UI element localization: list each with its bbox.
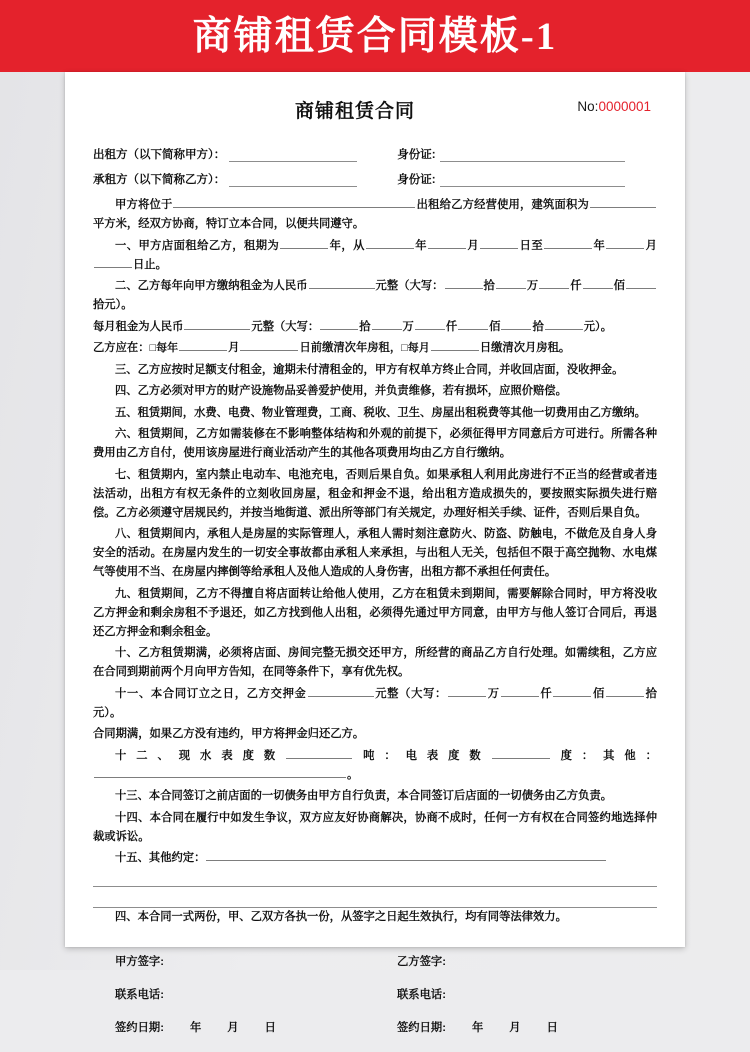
- page-banner: [0, 0, 750, 72]
- lessee-date-year: 年: [471, 1022, 484, 1034]
- clause-11: [93, 685, 657, 723]
- annual-rent-shi-field[interactable]: [626, 277, 656, 289]
- clause-2b-text-e: 仟: [445, 320, 458, 333]
- clause-12-text-c: 度：其他：: [550, 749, 657, 762]
- lessor-phone-label[interactable]: 联系电话:: [115, 989, 164, 1001]
- clause-14: 十四、本合同在履行中如发生争议，双方应友好协商解决，协商不成时，任何一方有权在合同签约地选择仲裁或诉讼。: [93, 811, 657, 843]
- clause-11-text-c: 万: [487, 687, 500, 700]
- clause-13: 十三、本合同签订之前店面的一切债务由甲方自行负责，本合同签订后店面的一切债务由乙方负责。: [115, 790, 613, 802]
- document-header: [93, 96, 657, 136]
- final-clause: 四、本合同一式两份，甲、乙双方各执一份，从签字之日起生效执行，均有同等法律效力。: [115, 911, 567, 923]
- clause-2b-text-a: 每月租金为人民币: [93, 320, 184, 333]
- monthly-rent-yuan-field[interactable]: [545, 318, 583, 330]
- clause-2b-text-c: 拾: [359, 320, 371, 333]
- lessor-label: 出租方（以下简称甲方）：: [93, 149, 226, 161]
- lessor-signature-column: [93, 953, 375, 1052]
- clause-9: 九、租赁期间，乙方不得擅自将店面转让给他人使用，乙方在租赁未到期间，需要解除合同时，甲方将没收乙方押金和剩余房租不予退还，如乙方找到他人出租，必须得先通过甲方同意，由甲方与他人签订合同后，再退还乙方押金和剩余租金。: [93, 587, 657, 638]
- clause-1: [93, 237, 657, 275]
- clause-2-text-f: 佰: [613, 280, 625, 292]
- payment-text-a: 乙方应在：: [93, 342, 150, 354]
- lessee-id-label: 身份证:: [397, 174, 436, 186]
- lessee-date-day: 日: [546, 1022, 558, 1034]
- annual-rent-qian-field[interactable]: [539, 277, 569, 289]
- preamble-text-a: 甲方将位于: [115, 199, 173, 211]
- document-canvas: [0, 72, 750, 1034]
- payment-schedule-line: [93, 339, 657, 358]
- annual-rent-bai-field[interactable]: [583, 277, 613, 289]
- end-day-field[interactable]: [94, 256, 132, 268]
- annual-rent-ten-field[interactable]: [445, 277, 483, 289]
- lease-term-years-field[interactable]: [280, 237, 328, 249]
- clause-1-text-d: 月: [467, 239, 480, 252]
- clause-2-line2: [93, 318, 657, 337]
- other-terms-field-line1[interactable]: [206, 849, 606, 861]
- annual-pay-month-field[interactable]: [179, 339, 227, 351]
- end-year-field[interactable]: [544, 237, 592, 249]
- lessee-label: 承租方（以下简称乙方）：: [93, 174, 226, 186]
- clause-12-text-a: 十二、现水表度数: [115, 749, 286, 762]
- other-terms-field-line2[interactable]: [93, 886, 657, 887]
- electric-meter-field[interactable]: [492, 747, 550, 759]
- clause-7: 七、租赁期内，室内禁止电动车、电池充电，否则后果自负。如果承租人利用此房进行不正当的经营或者违法活动，出租方有权无条件的立刻收回房屋，租金和押金不退，给出租方造成损失的，要按照实际损失进行赔偿。乙方必须遵守居规民约，并按当地街道、派出所等部门有关规定，办理好相关手续、证件，否则后果自负。: [93, 468, 657, 519]
- preamble-text-b: 出租给乙方经营使用，建筑面积为: [416, 199, 589, 211]
- clause-2-text-e: 仟: [570, 280, 582, 292]
- lessor-date-label: 签约日期:: [115, 1022, 164, 1034]
- clause-11-text-f: 拾元）。: [93, 687, 657, 719]
- lessor-name-field[interactable]: [229, 149, 357, 162]
- payment-text-b: 月: [228, 342, 240, 354]
- clause-2b-text-f: 佰: [489, 320, 501, 333]
- annual-payment-checkbox[interactable]: □每年: [149, 342, 179, 354]
- clause-1-text-f: 年: [593, 239, 606, 252]
- lessee-date-label: 签约日期:: [397, 1022, 446, 1034]
- annual-rent-field[interactable]: [309, 277, 375, 289]
- lessee-row: [93, 171, 657, 187]
- clause-1-text-g: 月: [645, 239, 657, 252]
- clause-2: [93, 277, 657, 315]
- clause-10: 十、乙方租赁期满，必须将店面、房间完整无损交还甲方，所经营的商品乙方自行处理。如需续租，乙方应在合同到期前两个月向甲方告知，在同等条件下，享有优先权。: [93, 647, 657, 678]
- contract-number-label: No:: [577, 99, 599, 114]
- lessor-date-year: 年: [189, 1022, 202, 1034]
- other-meter-field[interactable]: [94, 766, 346, 778]
- contract-number: [577, 99, 651, 114]
- lessee-id-field[interactable]: [440, 174, 625, 187]
- banner-title: 商铺租赁合同模板-1: [192, 14, 558, 58]
- signature-block: [93, 953, 657, 1052]
- annual-rent-wan-field[interactable]: [496, 277, 526, 289]
- deposit-bai-field[interactable]: [553, 685, 591, 697]
- deposit-qian-field[interactable]: [501, 685, 539, 697]
- monthly-rent-wan-field[interactable]: [372, 318, 402, 330]
- preamble-text-c: 平方米，: [93, 218, 139, 230]
- clause-11-text-d: 仟: [539, 687, 553, 700]
- contract-number-value: 0000001: [598, 99, 651, 114]
- lessor-date-day: 日: [264, 1022, 276, 1034]
- clause-4: 四、乙方必须对甲方的财产设施物品妥善爱护使用，并负责维修，若有损坏，应照价赔偿。: [115, 385, 567, 397]
- monthly-rent-ten-field[interactable]: [320, 318, 358, 330]
- clause-2b-text-g: 拾: [532, 320, 544, 333]
- clause-1-text-b: 年，从: [329, 239, 365, 252]
- deposit-wan-field[interactable]: [448, 685, 486, 697]
- clause-2-text-g: 拾元）。: [93, 299, 133, 311]
- clause-11-text-e: 佰: [592, 687, 605, 700]
- clause-15: [93, 849, 657, 868]
- clause-8: 八、租赁期间内，承租人是房屋的实际管理人，承租人需时刻注意防火、防盗、防触电，不做危及自身人身安全的活动。在房屋内发生的一切安全事故都由承租人来承担，与出租人无关，包括但不限于高空抛物、水电煤气等使用不当、在房屋内摔倒等给承租人及他人造成的人身伤害，出租方都不承担任何责任。: [93, 528, 657, 578]
- clause-2b-text-d: 万: [402, 320, 414, 333]
- monthly-rent-field[interactable]: [184, 318, 250, 330]
- preamble-paragraph: [93, 196, 657, 234]
- payment-text-d: 日缴清次月房租。: [479, 342, 571, 354]
- end-month-field[interactable]: [606, 237, 644, 249]
- clause-6: 六、租赁期间，乙方如需装修在不影响整体结构和外观的前提下，必须征得甲方同意后方可进行。所需各种费用由乙方自付，使用该房屋进行商业活动产生的其他各项费用均由乙方自行缴纳。: [93, 428, 657, 459]
- lessor-date-row[interactable]: [115, 1019, 375, 1035]
- clause-2-text-d: 万: [526, 280, 539, 292]
- monthly-rent-shi-field[interactable]: [501, 318, 531, 330]
- lessee-signature-column: [375, 953, 657, 1052]
- clause-1-text-a: 一、甲方店面租给乙方，租期为: [115, 239, 280, 252]
- payment-text-c: 日前缴清次年房租，: [299, 342, 402, 354]
- clause-2-text-b: 元整（大写：: [375, 280, 444, 292]
- clause-1-text-c: 年: [414, 239, 427, 252]
- clause-1-text-e: 日至: [519, 239, 544, 252]
- lessee-signature-label[interactable]: 乙方签字:: [397, 956, 446, 968]
- lessor-date-month: 月: [227, 1022, 239, 1034]
- lessor-id-field[interactable]: [440, 149, 625, 162]
- clause-2-text-a: 二、乙方每年向甲方缴纳租金为人民币: [115, 280, 308, 292]
- start-day-field[interactable]: [480, 237, 518, 249]
- lessee-date-month: 月: [509, 1022, 521, 1034]
- property-address-field[interactable]: [173, 196, 415, 208]
- clause-2-text-c: 拾: [483, 280, 495, 292]
- clause-11-text-b: 元整（大写：: [374, 687, 448, 700]
- annual-pay-day-field[interactable]: [240, 339, 298, 351]
- clause-2b-text-b: 元整（大写：: [251, 320, 320, 333]
- clause-15-label: 十五、其他约定：: [115, 852, 206, 864]
- deposit-shi-field[interactable]: [606, 685, 644, 697]
- water-meter-field[interactable]: [286, 747, 352, 759]
- monthly-pay-day-field[interactable]: [431, 339, 479, 351]
- lessee-name-field[interactable]: [229, 174, 357, 187]
- contract-sheet: [65, 72, 685, 1034]
- contract-body: [93, 196, 657, 1052]
- lessee-date-row[interactable]: [397, 1019, 657, 1035]
- lessor-signature-label[interactable]: 甲方签字:: [115, 956, 164, 968]
- clause-12-text-b: 吨：电表度数: [353, 749, 491, 762]
- start-year-field[interactable]: [366, 237, 414, 249]
- preamble-text-line2: 经双方协商，特订立本合同，以便共同遵守。: [138, 218, 365, 230]
- building-area-field[interactable]: [590, 196, 656, 208]
- lessor-row: [93, 146, 657, 162]
- deposit-amount-field[interactable]: [308, 685, 374, 697]
- clause-12: [93, 747, 657, 785]
- clause-3: 三、乙方应按时足额支付租金，逾期未付清租金的，甲方有权单方终止合同，并收回店面，没收押金。: [115, 363, 624, 376]
- lessor-id-label: 身份证:: [397, 149, 436, 161]
- clause-1-text-h: 日止。: [133, 258, 167, 271]
- clause-11-text-a: 十一、本合同订立之日，乙方交押金: [115, 687, 307, 700]
- clause-2b-text-h: 元）。: [583, 320, 612, 333]
- clause-11-line2: 合同期满，如果乙方没有违约，甲方将押金归还乙方。: [93, 728, 365, 740]
- monthly-payment-checkbox[interactable]: □每月: [401, 342, 430, 354]
- page-title: 商铺租赁合同: [294, 101, 415, 122]
- monthly-rent-qian-field[interactable]: [415, 318, 445, 330]
- party-block: [93, 146, 657, 187]
- monthly-rent-bai-field[interactable]: [458, 318, 488, 330]
- clause-12-text-d: 。: [347, 768, 359, 781]
- start-month-field[interactable]: [428, 237, 466, 249]
- lessee-phone-label[interactable]: 联系电话:: [397, 989, 446, 1001]
- clause-5: 五、租赁期间，水费、电费、物业管理费，工商、税收、卫生、房屋出租税费等其他一切费用由乙方缴纳。: [115, 406, 646, 419]
